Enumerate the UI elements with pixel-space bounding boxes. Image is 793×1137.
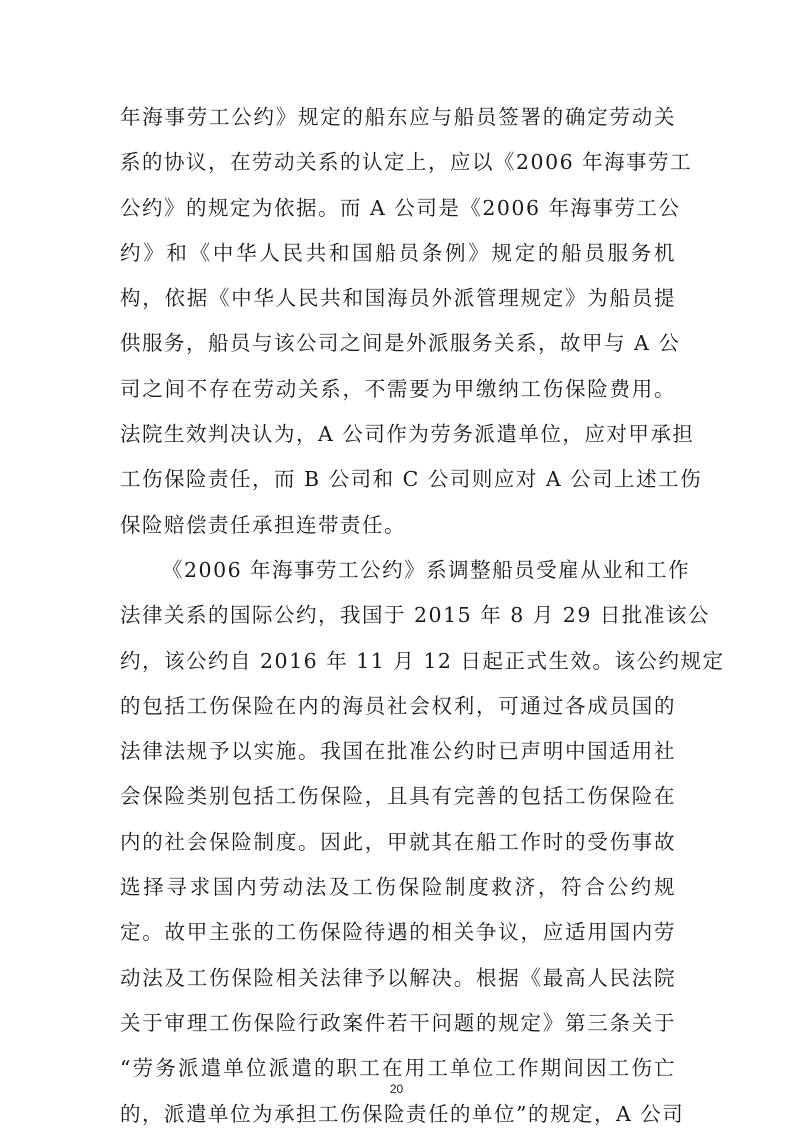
text-line: 约》和《中华人民共和国船员条例》规定的船员服务机 — [120, 240, 676, 265]
text-line: 公约》的规定为依据。而 A 公司是《2006 年海事劳工公 — [120, 195, 681, 220]
text-line: 关于审理工伤保险行政案件若干问题的规定》第三条关于 — [120, 1010, 676, 1035]
text-line: 司之间不存在劳动关系，不需要为甲缴纳工伤保险费用。 — [120, 376, 676, 401]
text-line: 法院生效判决认为，A 公司作为劳务派遣单位，应对甲承担 — [120, 422, 695, 447]
text-line: 法律关系的国际公约，我国于 2015 年 8 月 29 日批准该公 — [120, 603, 710, 628]
text-line: 供服务，船员与该公司之间是外派服务关系，故甲与 A 公 — [120, 331, 681, 356]
page-number: 20 — [389, 1082, 404, 1096]
text-line: 的，派遣单位为承担工伤保险责任的单位”的规定，A 公司 — [120, 1101, 685, 1126]
text-line: 《2006 年海事劳工公约》系调整船员受雇从业和工作 — [162, 557, 691, 582]
text-line: 系的协议，在劳动关系的认定上，应以《2006 年海事劳工 — [120, 150, 693, 175]
text-line: 动法及工伤保险相关法律予以解决。根据《最高人民法院 — [120, 965, 676, 990]
text-line: 构，依据《中华人民共和国海员外派管理规定》为船员提 — [120, 286, 676, 311]
text-line: 内的社会保险制度。因此，甲就其在船工作时的受伤事故 — [120, 829, 676, 854]
text-line: 工伤保险责任，而 B 公司和 C 公司则应对 A 公司上述工伤 — [120, 467, 703, 492]
text-line: 的包括工伤保险在内的海员社会权利，可通过各成员国的 — [120, 693, 676, 718]
text-line: 约，该公约自 2016 年 11 月 12 日起正式生效。该公约规定 — [120, 648, 725, 673]
text-line: 会保险类别包括工伤保险，且具有完善的包括工伤保险在 — [120, 784, 676, 809]
text-line: “劳务派遣单位派遣的职工在用工单位工作期间因工伤亡 — [120, 1056, 676, 1081]
text-line: 法律法规予以实施。我国在批准公约时已声明中国适用社 — [120, 739, 676, 764]
body-text — [120, 95, 725, 1137]
text-line: 选择寻求国内劳动法及工伤保险制度救济，符合公约规 — [120, 875, 676, 900]
text-line: 保险赔偿责任承担连带责任。 — [120, 512, 406, 537]
text-line: 定。故甲主张的工伤保险待遇的相关争议，应适用国内劳 — [120, 920, 676, 945]
text-line: 年海事劳工公约》规定的船东应与船员签署的确定劳动关 — [120, 105, 676, 129]
